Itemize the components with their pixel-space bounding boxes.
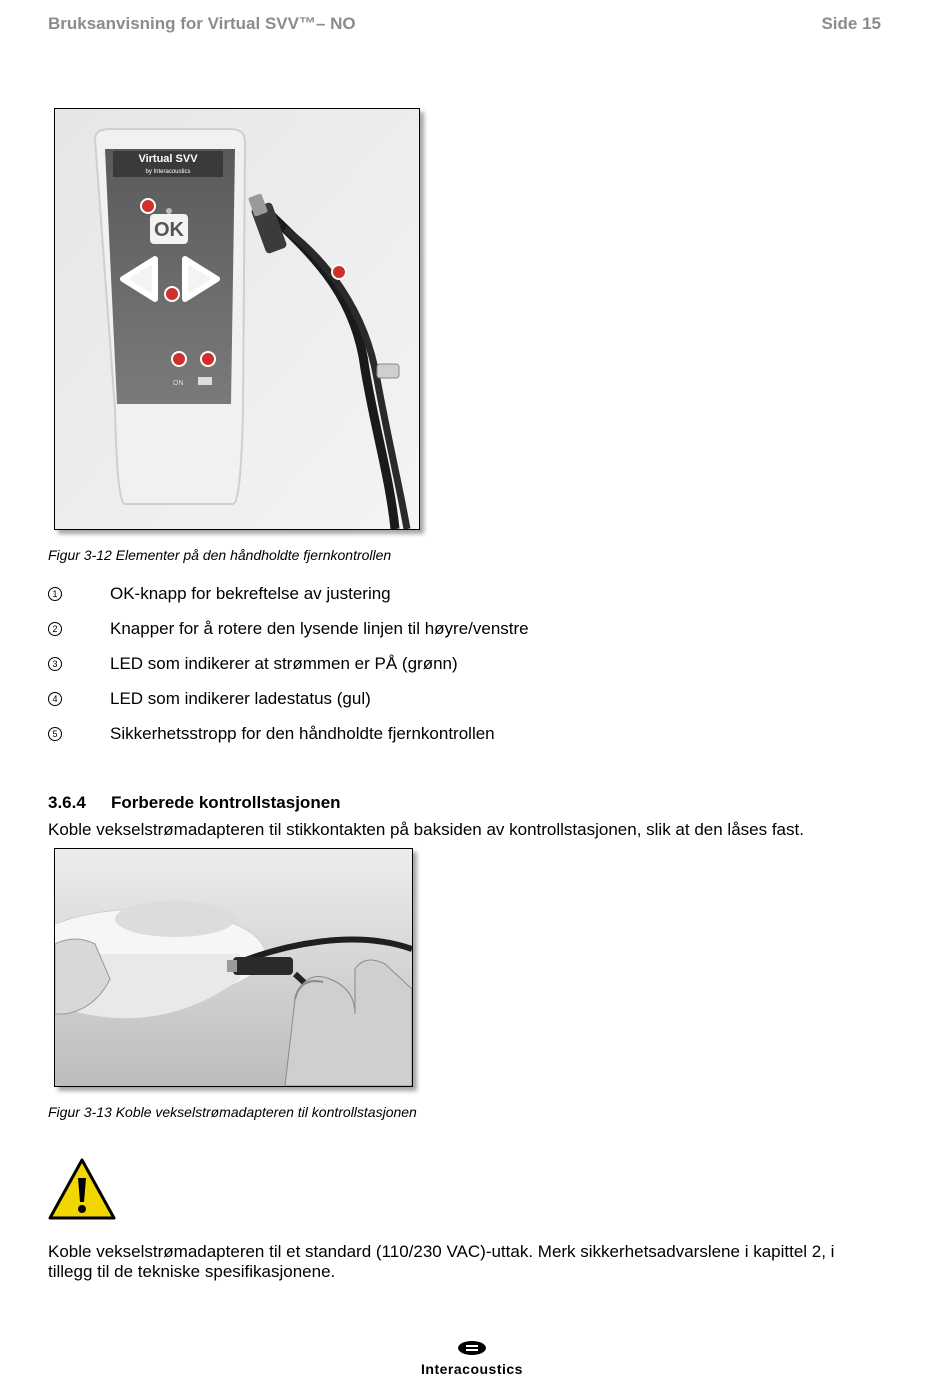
list-item xyxy=(48,724,495,744)
warning-icon xyxy=(48,1156,116,1224)
section-heading xyxy=(48,793,341,813)
item-text: OK-knapp for bekreftelse av justering xyxy=(110,584,391,603)
device-logo-text: Virtual SVV xyxy=(138,153,198,165)
item-text: Knapper for å rotere den lysende linjen til høyre/venstre xyxy=(110,619,529,638)
item-text: LED som indikerer ladestatus (gul) xyxy=(110,689,371,708)
marker-1: 1 xyxy=(48,587,62,601)
figure1-caption: Figur 3-12 Elementer på den håndholdte fjernkontrollen xyxy=(48,547,392,563)
interacoustics-logo xyxy=(407,1340,537,1377)
section-title: Forberede kontrollstasjonen xyxy=(111,793,341,812)
section-number: 3.6.4 xyxy=(48,793,86,812)
section-paragraph: Koble vekselstrømadapteren til stikkontakten på baksiden av kontrollstasjonen, slik at den låses fast. xyxy=(48,820,804,839)
item-text: Sikkerhetsstropp for den håndholdte fjernkontrollen xyxy=(110,724,495,743)
logo-text: Interacoustics xyxy=(421,1361,523,1377)
list-item xyxy=(48,654,458,674)
device-sub-text: by Interacoustics xyxy=(145,169,191,175)
list-item xyxy=(48,619,529,639)
marker-4: 4 xyxy=(48,692,62,706)
page-number: Side 15 xyxy=(821,14,881,33)
marker-5: 5 xyxy=(48,727,62,741)
marker-2: 2 xyxy=(48,622,62,636)
list-item xyxy=(48,584,391,604)
on-led-label: ON xyxy=(173,380,184,387)
list-item xyxy=(48,689,371,709)
remote-photo xyxy=(54,108,420,530)
marker-3: 3 xyxy=(48,657,62,671)
item-text: LED som indikerer at strømmen er PÅ (grønn) xyxy=(110,654,458,673)
figure2-caption: Figur 3-13 Koble vekselstrømadapteren til kontrollstasjonen xyxy=(48,1104,417,1120)
station-photo xyxy=(54,848,413,1087)
ok-button-label: OK xyxy=(154,219,184,241)
header-title: Bruksanvisning for Virtual SVV™– NO xyxy=(48,14,356,33)
warning-note: Koble vekselstrømadapteren til et standard (110/230 VAC)-uttak. Merk sikkerhetsadvarslene i kapittel 2, i tillegg til de tekniske spesifikasjonene. xyxy=(48,1242,835,1281)
